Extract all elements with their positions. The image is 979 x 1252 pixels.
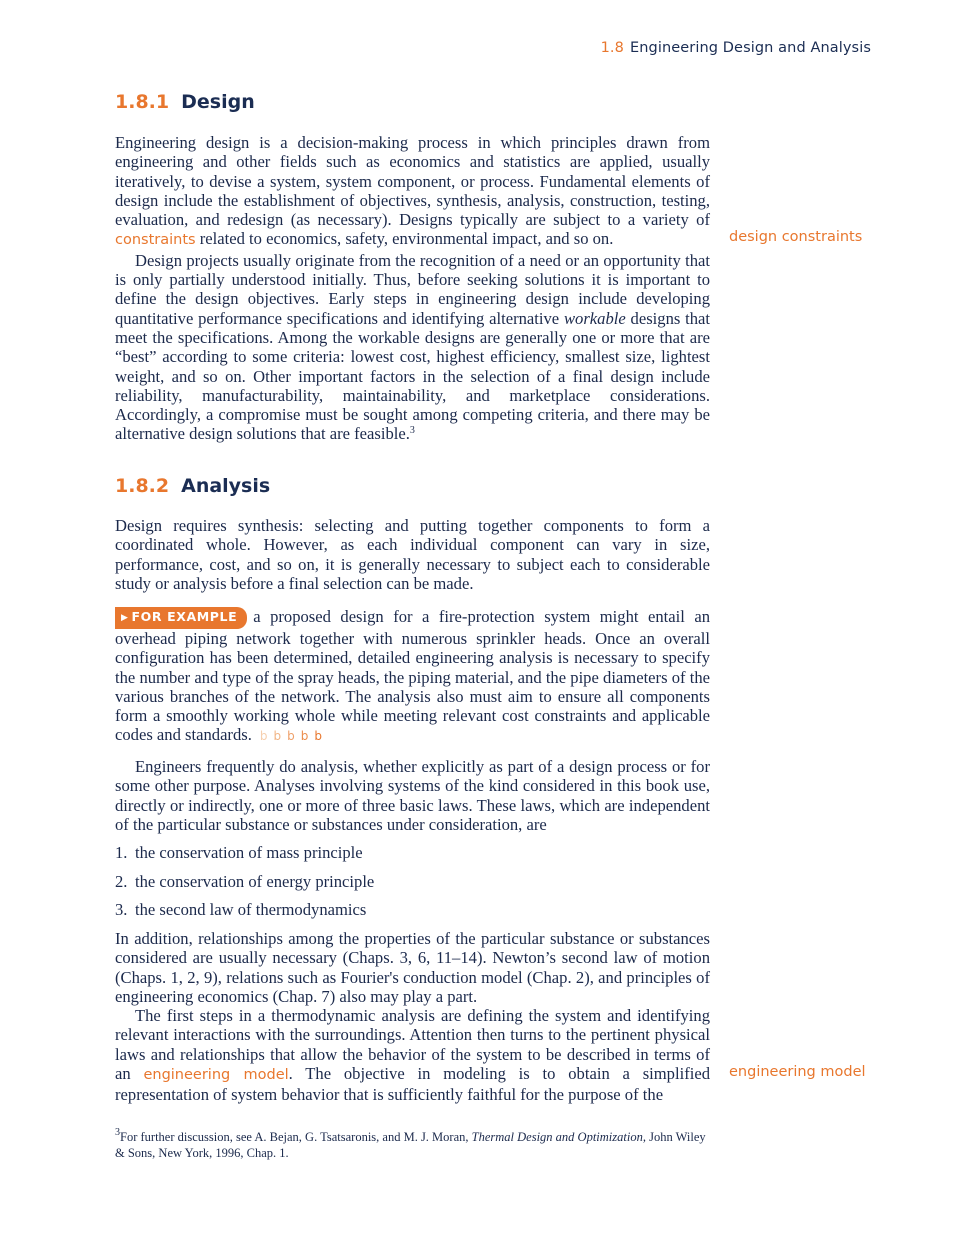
example-end-marks: [260, 729, 328, 743]
list-index: 3.: [115, 900, 128, 919]
section-number: 1.8.2: [115, 475, 170, 497]
analysis-intro-paragraph: Design requires synthesis: selecting and putting together components to form a coordinated whole. However, as each individual component can vary in size, performance, cost, and so on, it is generally necessary to subject each to considerable study or analysis before a final selection can be made.: [115, 516, 710, 593]
list-text: the second law of thermodynamics: [135, 900, 367, 919]
laws-intro: [115, 757, 710, 834]
analysis-body: [115, 929, 710, 1105]
footnote-text: For further discussion, see A. Bejan, G. Tsatsaronis, and M. J. Moran,: [120, 1130, 472, 1144]
end-mark: b: [259, 729, 274, 744]
list-index: 1.: [115, 843, 128, 862]
footnote-text: John Wiley & Sons, New York, 1996, Chap. 1.: [115, 1130, 706, 1160]
play-triangle-icon: ▶: [121, 613, 129, 623]
keyword-constraints: constraints: [115, 232, 196, 249]
margin-note-design-constraints: design constraints: [729, 229, 863, 245]
section-number: 1.8.1: [115, 91, 170, 113]
list-item: [115, 900, 710, 919]
design-paragraph-2: [115, 251, 710, 444]
running-head-number: 1.8: [600, 40, 624, 56]
laws-list: [115, 843, 710, 862]
section-title: Design: [181, 91, 255, 113]
paragraph-text: . The objective in modeling is to obtain a simplified representation of system behavior that is sufficiently faithful for the purpose of the: [115, 1064, 710, 1105]
for-example-badge: [115, 607, 247, 629]
analysis-intro: [115, 516, 710, 593]
end-mark: b: [273, 729, 288, 744]
paragraph-text: Design projects usually originate from the recognition of a need or an opportunity that is only partially understood initially. Thus, before seeking solutions it is important to define the design objectives. Early steps in engineering design include developing quantitative performance specifications and identifying alternative: [115, 250, 710, 328]
model-paragraph: [115, 1006, 710, 1104]
design-body: [115, 133, 710, 444]
footnote-reference[interactable]: 3: [409, 425, 415, 437]
running-head: [601, 40, 871, 56]
emphasis-workable: workable: [563, 308, 626, 328]
paragraph-text: The first steps in a thermodynamic analysis are defining the system and identifying relevant interactions with the surroundings. Attention then turns to the pertinent physical laws and relationships that allow the behavior of the system to be described in terms of an: [115, 1006, 710, 1084]
list-item: [115, 872, 710, 891]
laws-intro-paragraph: Engineers frequently do analysis, whether explicitly as part of a design process or for some other purpose. Analyses involving systems of the kind considered in this book use, directly or indirectly, one or more of three basic laws. These laws, which are independent of the particular substance or substances under consideration, are: [115, 757, 710, 834]
example-paragraph: [115, 607, 710, 747]
footnote-book-title: Thermal Design and Optimization,: [471, 1130, 646, 1144]
paragraph-text: related to economics, safety, environmental impact, and so on.: [195, 229, 614, 249]
addition-paragraph: In addition, relationships among the properties of the particular substance or substances considered are usually necessary (Chaps. 3, 6, 11–14). Newton’s second law of motion (Chaps. 1, 2, 9), relations such as Fourier's conduction model (Chap. 2), and principles of engineering economics (Chap. 7) also may play a part.: [115, 929, 710, 1006]
example-block: [115, 607, 710, 747]
list-text: the conservation of energy principle: [135, 872, 375, 891]
section-heading-design: [115, 91, 255, 113]
footnote-marker: 3: [115, 1127, 120, 1138]
keyword-engineering-model: engineering model: [143, 1067, 289, 1084]
laws-list: [115, 872, 710, 891]
badge-label: FOR EXAMPLE: [131, 609, 238, 624]
list-item: [115, 843, 710, 862]
section-heading-analysis: [115, 475, 270, 497]
section-title: Analysis: [181, 475, 271, 497]
footnote: [115, 1129, 715, 1161]
end-mark: b: [314, 729, 328, 744]
list-text: the conservation of mass principle: [135, 843, 363, 862]
example-text: a proposed design for a fire-protection system might entail an overhead piping network together with numerous sprinkler heads. Once an overall configuration has been determined, detailed engineering analysis is necessary to specify the number and type of the spray heads, the piping material, and the pipe diameters of the various branches of the network. The analysis also must aim to ensure all components form a smoothly working whole while meeting relevant cost constraints and applicable codes and standards.: [115, 607, 710, 745]
paragraph-text: designs that meet the specifications. Among the workable designs are generally one or more that are “best” according to some criteria: lowest cost, highest efficiency, smallest size, lightest weight, and so on. Other important factors in the selection of a final design include reliability, manufacturability, maintainability, and marketplace considerations. Accordingly, a compromise must be sought among competing criteria, and there may be alternative design solutions that are feasible.: [115, 308, 711, 444]
paragraph-text: Engineering design is a decision-making process in which principles drawn from engineering and other fields such as economics and statistics are applied, usually iteratively, to devise a system, system component, or process. Fundamental elements of design include the establishment of objectives, synthesis, analysis, construction, testing, evaluation, and redesign (as necessary). Designs typically are subject to a variety of: [115, 133, 710, 230]
list-index: 2.: [115, 872, 128, 891]
margin-note-engineering-model: engineering model: [729, 1064, 866, 1080]
end-mark: b: [287, 729, 301, 744]
running-head-title: Engineering Design and Analysis: [629, 40, 871, 56]
design-paragraph-1: [115, 133, 710, 251]
end-mark: b: [300, 729, 315, 744]
laws-list: [115, 900, 710, 919]
